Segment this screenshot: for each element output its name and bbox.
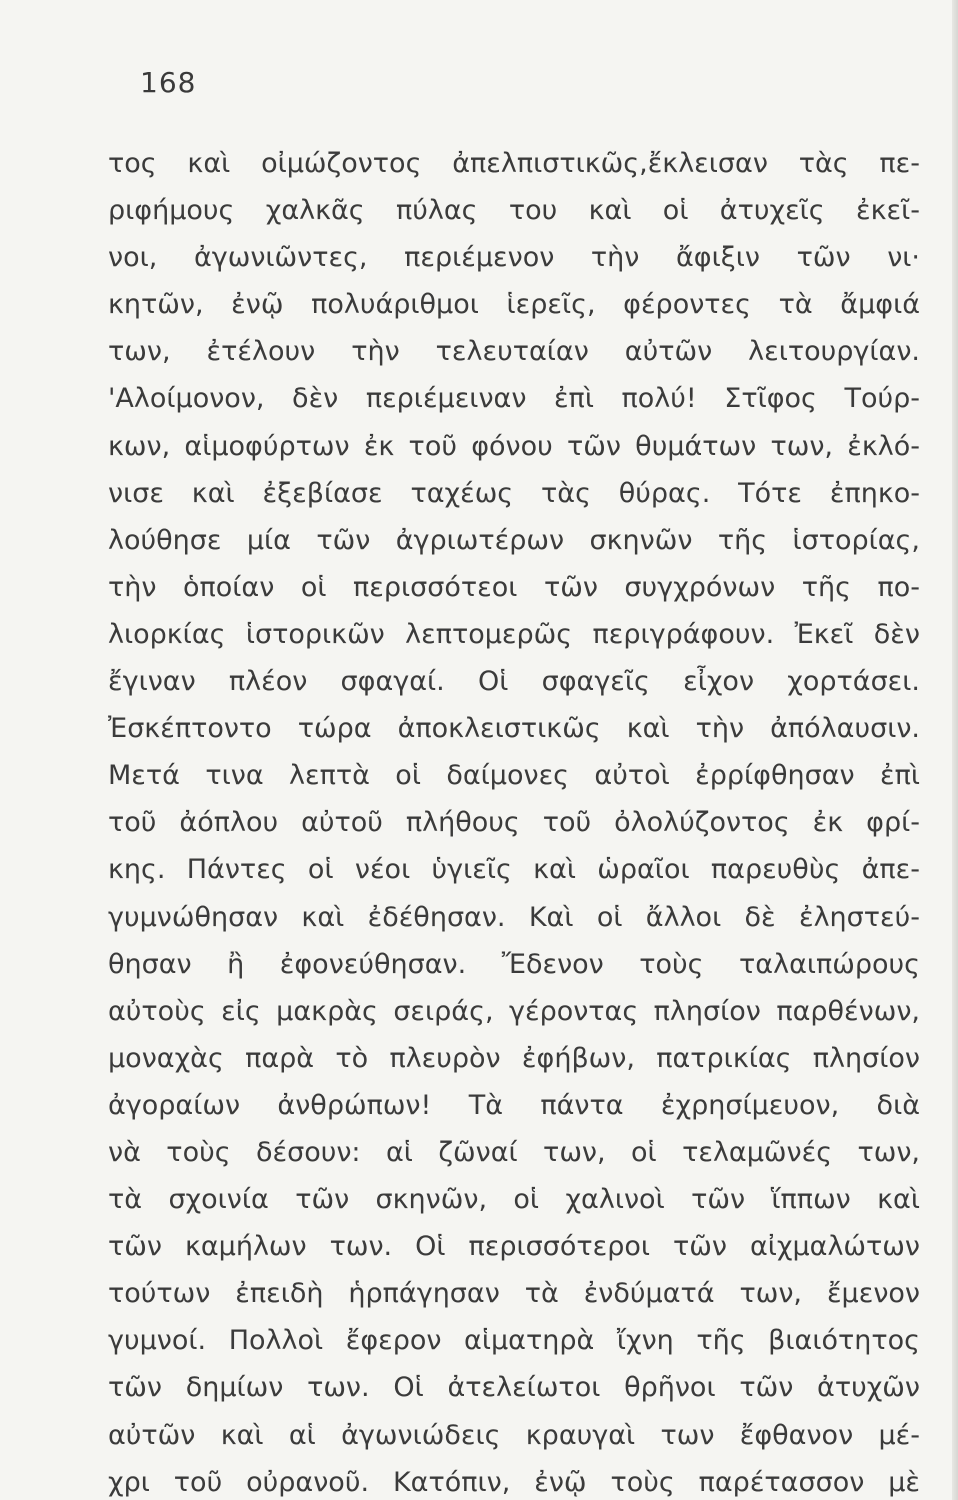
text-line: 'Αλοίμονον, δὲν περιέμειναν ἐπὶ πολύ! Στῖφος Τούρ- (108, 383, 920, 415)
text-line: αὐτῶν καὶ αἱ ἀγωνιώδεις κραυγαὶ των ἔφθανον μέ- (108, 1419, 920, 1451)
text-line: κων, αἱμοφύρτων ἐκ τοῦ φόνου τῶν θυμάτων των, ἐκλό- (108, 430, 920, 462)
text-line: χρι τοῦ οὐρανοῦ. Κατόπιν, ἐνῷ τοὺς παρέτασσον μὲ (108, 1466, 920, 1498)
page-edge-shadow (952, 0, 958, 1500)
text-line: λούθησε μία τῶν ἀγριωτέρων σκηνῶν τῆς ἱστορίας, (108, 524, 920, 556)
text-line: αὐτοὺς εἰς μακρὰς σειράς, γέροντας πλησίον παρθένων, (108, 995, 920, 1027)
text-line: νισε καὶ ἐξεβίασε ταχέως τὰς θύρας. Τότε ἐπηκο- (108, 477, 920, 509)
text-line: θησαν ἢ ἐφονεύθησαν. Ἔδενον τοὺς ταλαιπώρους (108, 948, 920, 980)
text-line: τος καὶ οἰμώζοντος ἀπελπιστικῶς,ἔκλεισαν τὰς πε- (108, 148, 920, 179)
text-line: κης. Πάντες οἱ νέοι ὑγιεῖς καὶ ὡραῖοι παρευθὺς ἀπε- (108, 854, 920, 886)
page-number: 168 (140, 66, 197, 99)
body-text (108, 140, 920, 1500)
text-line: γυμνώθησαν καὶ ἐδέθησαν. Καὶ οἱ ἄλλοι δὲ ἐληστεύ- (108, 901, 920, 933)
text-line: ἀγοραίων ἀνθρώπων! Τὰ πάντα ἐχρησίμευον, διὰ (108, 1089, 920, 1121)
text-line: τῶν δημίων των. Οἱ ἀτελείωτοι θρῆνοι τῶν ἀτυχῶν (108, 1372, 920, 1404)
text-line: λιορκίας ἱστορικῶν λεπτομερῶς περιγράφουν. Ἐκεῖ δὲν (108, 618, 920, 650)
text-line: Ἐσκέπτοντο τώρα ἀποκλειστικῶς καὶ τὴν ἀπόλαυσιν. (108, 713, 920, 745)
text-line: ἔγιναν πλέον σφαγαί. Οἱ σφαγεῖς εἶχον χορτάσει. (108, 666, 920, 698)
text-line: ριφήμους χαλκᾶς πύλας του καὶ οἱ ἀτυχεῖς ἐκεῖ- (108, 195, 920, 227)
text-line: μοναχὰς παρὰ τὸ πλευρὸν ἐφήβων, πατρικίας πλησίον (108, 1042, 920, 1074)
text-line: γυμνοί. Πολλοὶ ἔφερον αἱματηρὰ ἴχνη τῆς βιαιότητος (108, 1325, 920, 1357)
text-line: τούτων ἐπειδὴ ἡρπάγησαν τὰ ἐνδύματά των, ἔμενον (108, 1278, 920, 1310)
text-line: τῶν καμήλων των. Οἱ περισσότεροι τῶν αἰχμαλώτων (108, 1231, 920, 1263)
text-line: τοῦ ἀόπλου αὐτοῦ πλήθους τοῦ ὀλολύζοντος ἐκ φρί- (108, 807, 920, 839)
text-line: Μετά τινα λεπτὰ οἱ δαίμονες αὐτοὶ ἐρρίφθησαν ἐπὶ (108, 760, 920, 792)
text-line: τὰ σχοινία τῶν σκηνῶν, οἱ χαλινοὶ τῶν ἵππων καὶ (108, 1184, 920, 1216)
text-line: των, ἐτέλουν τὴν τελευταίαν αὐτῶν λειτουργίαν. (108, 336, 920, 368)
text-line: νὰ τοὺς δέσουν: αἱ ζῶναί των, οἱ τελαμῶνές των, (108, 1136, 920, 1168)
text-line: κητῶν, ἐνῷ πολυάριθμοι ἱερεῖς, φέροντες τὰ ἄμφιά (108, 289, 920, 321)
text-line: τὴν ὁποίαν οἱ περισσότεοι τῶν συγχρόνων τῆς πο- (108, 571, 920, 603)
text-line: νοι, ἀγωνιῶντες, περιέμενον τὴν ἄφιξιν τῶν νι· (108, 242, 920, 274)
